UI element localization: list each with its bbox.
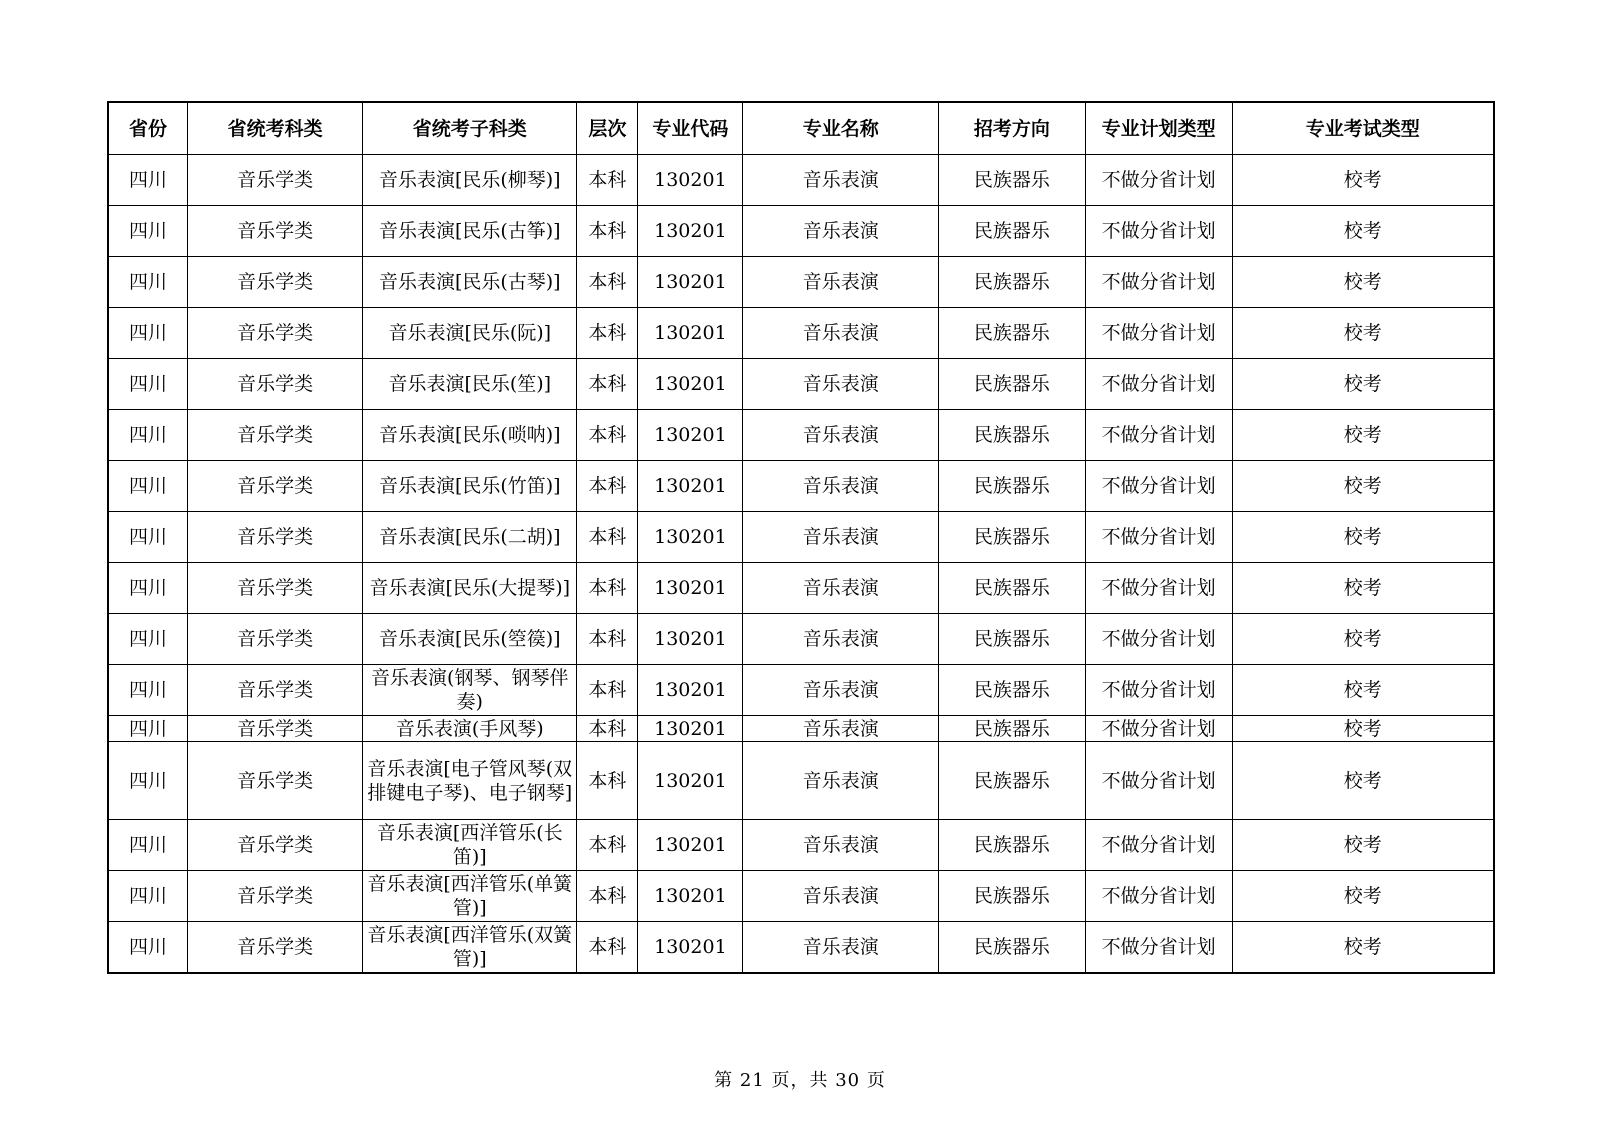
level-cell: 本科 bbox=[577, 308, 638, 359]
header-row bbox=[108, 102, 1494, 155]
plan-type-cell: 不做分省计划 bbox=[1085, 359, 1232, 410]
category-cell: 音乐学类 bbox=[187, 308, 362, 359]
exam-type-cell: 校考 bbox=[1232, 155, 1494, 206]
province-cell: 四川 bbox=[108, 820, 187, 871]
header-plan-type: 专业计划类型 bbox=[1085, 102, 1232, 155]
direction-cell: 民族器乐 bbox=[939, 308, 1086, 359]
category-cell: 音乐学类 bbox=[187, 820, 362, 871]
exam-type-cell: 校考 bbox=[1232, 563, 1494, 614]
exam-type-cell: 校考 bbox=[1232, 206, 1494, 257]
subcategory-cell: 音乐表演[民乐(笙)] bbox=[363, 359, 577, 410]
category-cell: 音乐学类 bbox=[187, 742, 362, 820]
direction-cell: 民族器乐 bbox=[939, 820, 1086, 871]
table-row bbox=[108, 410, 1494, 461]
table-body bbox=[108, 155, 1494, 973]
major-code-cell: 130201 bbox=[638, 206, 743, 257]
direction-cell: 民族器乐 bbox=[939, 614, 1086, 665]
table-row bbox=[108, 461, 1494, 512]
plan-type-cell: 不做分省计划 bbox=[1085, 922, 1232, 973]
major-code-cell: 130201 bbox=[638, 257, 743, 308]
level-cell: 本科 bbox=[577, 257, 638, 308]
plan-type-cell: 不做分省计划 bbox=[1085, 410, 1232, 461]
table-row bbox=[108, 206, 1494, 257]
major-name-cell: 音乐表演 bbox=[743, 308, 939, 359]
major-code-cell: 130201 bbox=[638, 665, 743, 716]
major-code-cell: 130201 bbox=[638, 512, 743, 563]
exam-type-cell: 校考 bbox=[1232, 257, 1494, 308]
major-name-cell: 音乐表演 bbox=[743, 155, 939, 206]
exam-type-cell: 校考 bbox=[1232, 820, 1494, 871]
table-row bbox=[108, 512, 1494, 563]
province-cell: 四川 bbox=[108, 206, 187, 257]
direction-cell: 民族器乐 bbox=[939, 871, 1086, 922]
province-cell: 四川 bbox=[108, 716, 187, 742]
category-cell: 音乐学类 bbox=[187, 461, 362, 512]
major-name-cell: 音乐表演 bbox=[743, 257, 939, 308]
province-cell: 四川 bbox=[108, 922, 187, 973]
major-code-cell: 130201 bbox=[638, 563, 743, 614]
category-cell: 音乐学类 bbox=[187, 614, 362, 665]
subcategory-cell: 音乐表演[西洋管乐(双簧管)] bbox=[363, 922, 577, 973]
category-cell: 音乐学类 bbox=[187, 512, 362, 563]
exam-type-cell: 校考 bbox=[1232, 410, 1494, 461]
table-row bbox=[108, 359, 1494, 410]
direction-cell: 民族器乐 bbox=[939, 155, 1086, 206]
subcategory-cell: 音乐表演[西洋管乐(长笛)] bbox=[363, 820, 577, 871]
exam-type-cell: 校考 bbox=[1232, 871, 1494, 922]
direction-cell: 民族器乐 bbox=[939, 716, 1086, 742]
level-cell: 本科 bbox=[577, 206, 638, 257]
level-cell: 本科 bbox=[577, 359, 638, 410]
province-cell: 四川 bbox=[108, 410, 187, 461]
table-row bbox=[108, 742, 1494, 820]
direction-cell: 民族器乐 bbox=[939, 665, 1086, 716]
exam-type-cell: 校考 bbox=[1232, 359, 1494, 410]
major-code-cell: 130201 bbox=[638, 922, 743, 973]
level-cell: 本科 bbox=[577, 871, 638, 922]
table-row bbox=[108, 922, 1494, 973]
plan-type-cell: 不做分省计划 bbox=[1085, 563, 1232, 614]
level-cell: 本科 bbox=[577, 716, 638, 742]
major-name-cell: 音乐表演 bbox=[743, 563, 939, 614]
subcategory-cell: 音乐表演(钢琴、钢琴伴奏) bbox=[363, 665, 577, 716]
province-cell: 四川 bbox=[108, 308, 187, 359]
major-name-cell: 音乐表演 bbox=[743, 716, 939, 742]
province-cell: 四川 bbox=[108, 155, 187, 206]
major-name-cell: 音乐表演 bbox=[743, 820, 939, 871]
direction-cell: 民族器乐 bbox=[939, 257, 1086, 308]
level-cell: 本科 bbox=[577, 410, 638, 461]
subcategory-cell: 音乐表演[西洋管乐(单簧管)] bbox=[363, 871, 577, 922]
province-cell: 四川 bbox=[108, 614, 187, 665]
major-code-cell: 130201 bbox=[638, 716, 743, 742]
category-cell: 音乐学类 bbox=[187, 359, 362, 410]
major-code-cell: 130201 bbox=[638, 614, 743, 665]
level-cell: 本科 bbox=[577, 563, 638, 614]
subcategory-cell: 音乐表演[民乐(阮)] bbox=[363, 308, 577, 359]
major-name-cell: 音乐表演 bbox=[743, 206, 939, 257]
level-cell: 本科 bbox=[577, 512, 638, 563]
province-cell: 四川 bbox=[108, 461, 187, 512]
plan-type-cell: 不做分省计划 bbox=[1085, 871, 1232, 922]
direction-cell: 民族器乐 bbox=[939, 922, 1086, 973]
major-name-cell: 音乐表演 bbox=[743, 359, 939, 410]
major-name-cell: 音乐表演 bbox=[743, 512, 939, 563]
category-cell: 音乐学类 bbox=[187, 410, 362, 461]
category-cell: 音乐学类 bbox=[187, 716, 362, 742]
exam-type-cell: 校考 bbox=[1232, 665, 1494, 716]
plan-type-cell: 不做分省计划 bbox=[1085, 155, 1232, 206]
page-number: 第 21 页，共 30 页 bbox=[714, 1070, 886, 1091]
plan-type-cell: 不做分省计划 bbox=[1085, 716, 1232, 742]
major-code-cell: 130201 bbox=[638, 155, 743, 206]
direction-cell: 民族器乐 bbox=[939, 461, 1086, 512]
direction-cell: 民族器乐 bbox=[939, 742, 1086, 820]
subcategory-cell: 音乐表演[民乐(柳琴)] bbox=[363, 155, 577, 206]
major-code-cell: 130201 bbox=[638, 410, 743, 461]
major-name-cell: 音乐表演 bbox=[743, 871, 939, 922]
table-row bbox=[108, 665, 1494, 716]
subcategory-cell: 音乐表演[民乐(唢呐)] bbox=[363, 410, 577, 461]
province-cell: 四川 bbox=[108, 257, 187, 308]
level-cell: 本科 bbox=[577, 742, 638, 820]
category-cell: 音乐学类 bbox=[187, 871, 362, 922]
major-name-cell: 音乐表演 bbox=[743, 410, 939, 461]
direction-cell: 民族器乐 bbox=[939, 410, 1086, 461]
major-code-cell: 130201 bbox=[638, 359, 743, 410]
direction-cell: 民族器乐 bbox=[939, 359, 1086, 410]
level-cell: 本科 bbox=[577, 461, 638, 512]
plan-type-cell: 不做分省计划 bbox=[1085, 257, 1232, 308]
table-row bbox=[108, 257, 1494, 308]
header-province: 省份 bbox=[108, 102, 187, 155]
subcategory-cell: 音乐表演[民乐(竹笛)] bbox=[363, 461, 577, 512]
subcategory-cell: 音乐表演[民乐(二胡)] bbox=[363, 512, 577, 563]
plan-type-cell: 不做分省计划 bbox=[1085, 742, 1232, 820]
table-row bbox=[108, 716, 1494, 742]
exam-type-cell: 校考 bbox=[1232, 614, 1494, 665]
level-cell: 本科 bbox=[577, 155, 638, 206]
direction-cell: 民族器乐 bbox=[939, 512, 1086, 563]
category-cell: 音乐学类 bbox=[187, 206, 362, 257]
header-exam-type: 专业考试类型 bbox=[1232, 102, 1494, 155]
table-row bbox=[108, 155, 1494, 206]
header-subcategory: 省统考子科类 bbox=[363, 102, 577, 155]
admissions-table bbox=[107, 101, 1495, 974]
plan-type-cell: 不做分省计划 bbox=[1085, 512, 1232, 563]
exam-type-cell: 校考 bbox=[1232, 461, 1494, 512]
plan-type-cell: 不做分省计划 bbox=[1085, 206, 1232, 257]
major-name-cell: 音乐表演 bbox=[743, 461, 939, 512]
category-cell: 音乐学类 bbox=[187, 922, 362, 973]
header-major-name: 专业名称 bbox=[743, 102, 939, 155]
category-cell: 音乐学类 bbox=[187, 155, 362, 206]
major-name-cell: 音乐表演 bbox=[743, 665, 939, 716]
subcategory-cell: 音乐表演[民乐(大提琴)] bbox=[363, 563, 577, 614]
subcategory-cell: 音乐表演(手风琴) bbox=[363, 716, 577, 742]
province-cell: 四川 bbox=[108, 563, 187, 614]
major-name-cell: 音乐表演 bbox=[743, 614, 939, 665]
table-row bbox=[108, 614, 1494, 665]
exam-type-cell: 校考 bbox=[1232, 512, 1494, 563]
subcategory-cell: 音乐表演[民乐(古筝)] bbox=[363, 206, 577, 257]
subcategory-cell: 音乐表演[民乐(古琴)] bbox=[363, 257, 577, 308]
subcategory-cell: 音乐表演[电子管风琴(双排键电子琴)、电子钢琴] bbox=[363, 742, 577, 820]
province-cell: 四川 bbox=[108, 359, 187, 410]
direction-cell: 民族器乐 bbox=[939, 206, 1086, 257]
major-code-cell: 130201 bbox=[638, 742, 743, 820]
level-cell: 本科 bbox=[577, 614, 638, 665]
province-cell: 四川 bbox=[108, 665, 187, 716]
level-cell: 本科 bbox=[577, 665, 638, 716]
table-row bbox=[108, 820, 1494, 871]
category-cell: 音乐学类 bbox=[187, 665, 362, 716]
header-level: 层次 bbox=[577, 102, 638, 155]
plan-type-cell: 不做分省计划 bbox=[1085, 308, 1232, 359]
province-cell: 四川 bbox=[108, 871, 187, 922]
header-major-code: 专业代码 bbox=[638, 102, 743, 155]
major-code-cell: 130201 bbox=[638, 308, 743, 359]
table-row bbox=[108, 871, 1494, 922]
exam-type-cell: 校考 bbox=[1232, 922, 1494, 973]
direction-cell: 民族器乐 bbox=[939, 563, 1086, 614]
exam-type-cell: 校考 bbox=[1232, 308, 1494, 359]
plan-type-cell: 不做分省计划 bbox=[1085, 461, 1232, 512]
major-code-cell: 130201 bbox=[638, 461, 743, 512]
major-name-cell: 音乐表演 bbox=[743, 922, 939, 973]
exam-type-cell: 校考 bbox=[1232, 716, 1494, 742]
plan-type-cell: 不做分省计划 bbox=[1085, 665, 1232, 716]
header-direction: 招考方向 bbox=[939, 102, 1086, 155]
major-name-cell: 音乐表演 bbox=[743, 742, 939, 820]
plan-type-cell: 不做分省计划 bbox=[1085, 614, 1232, 665]
table-row bbox=[108, 563, 1494, 614]
category-cell: 音乐学类 bbox=[187, 257, 362, 308]
table-row bbox=[108, 308, 1494, 359]
header-category: 省统考科类 bbox=[187, 102, 362, 155]
major-code-cell: 130201 bbox=[638, 820, 743, 871]
level-cell: 本科 bbox=[577, 922, 638, 973]
province-cell: 四川 bbox=[108, 512, 187, 563]
subcategory-cell: 音乐表演[民乐(箜篌)] bbox=[363, 614, 577, 665]
province-cell: 四川 bbox=[108, 742, 187, 820]
major-code-cell: 130201 bbox=[638, 871, 743, 922]
plan-type-cell: 不做分省计划 bbox=[1085, 820, 1232, 871]
level-cell: 本科 bbox=[577, 820, 638, 871]
category-cell: 音乐学类 bbox=[187, 563, 362, 614]
exam-type-cell: 校考 bbox=[1232, 742, 1494, 820]
